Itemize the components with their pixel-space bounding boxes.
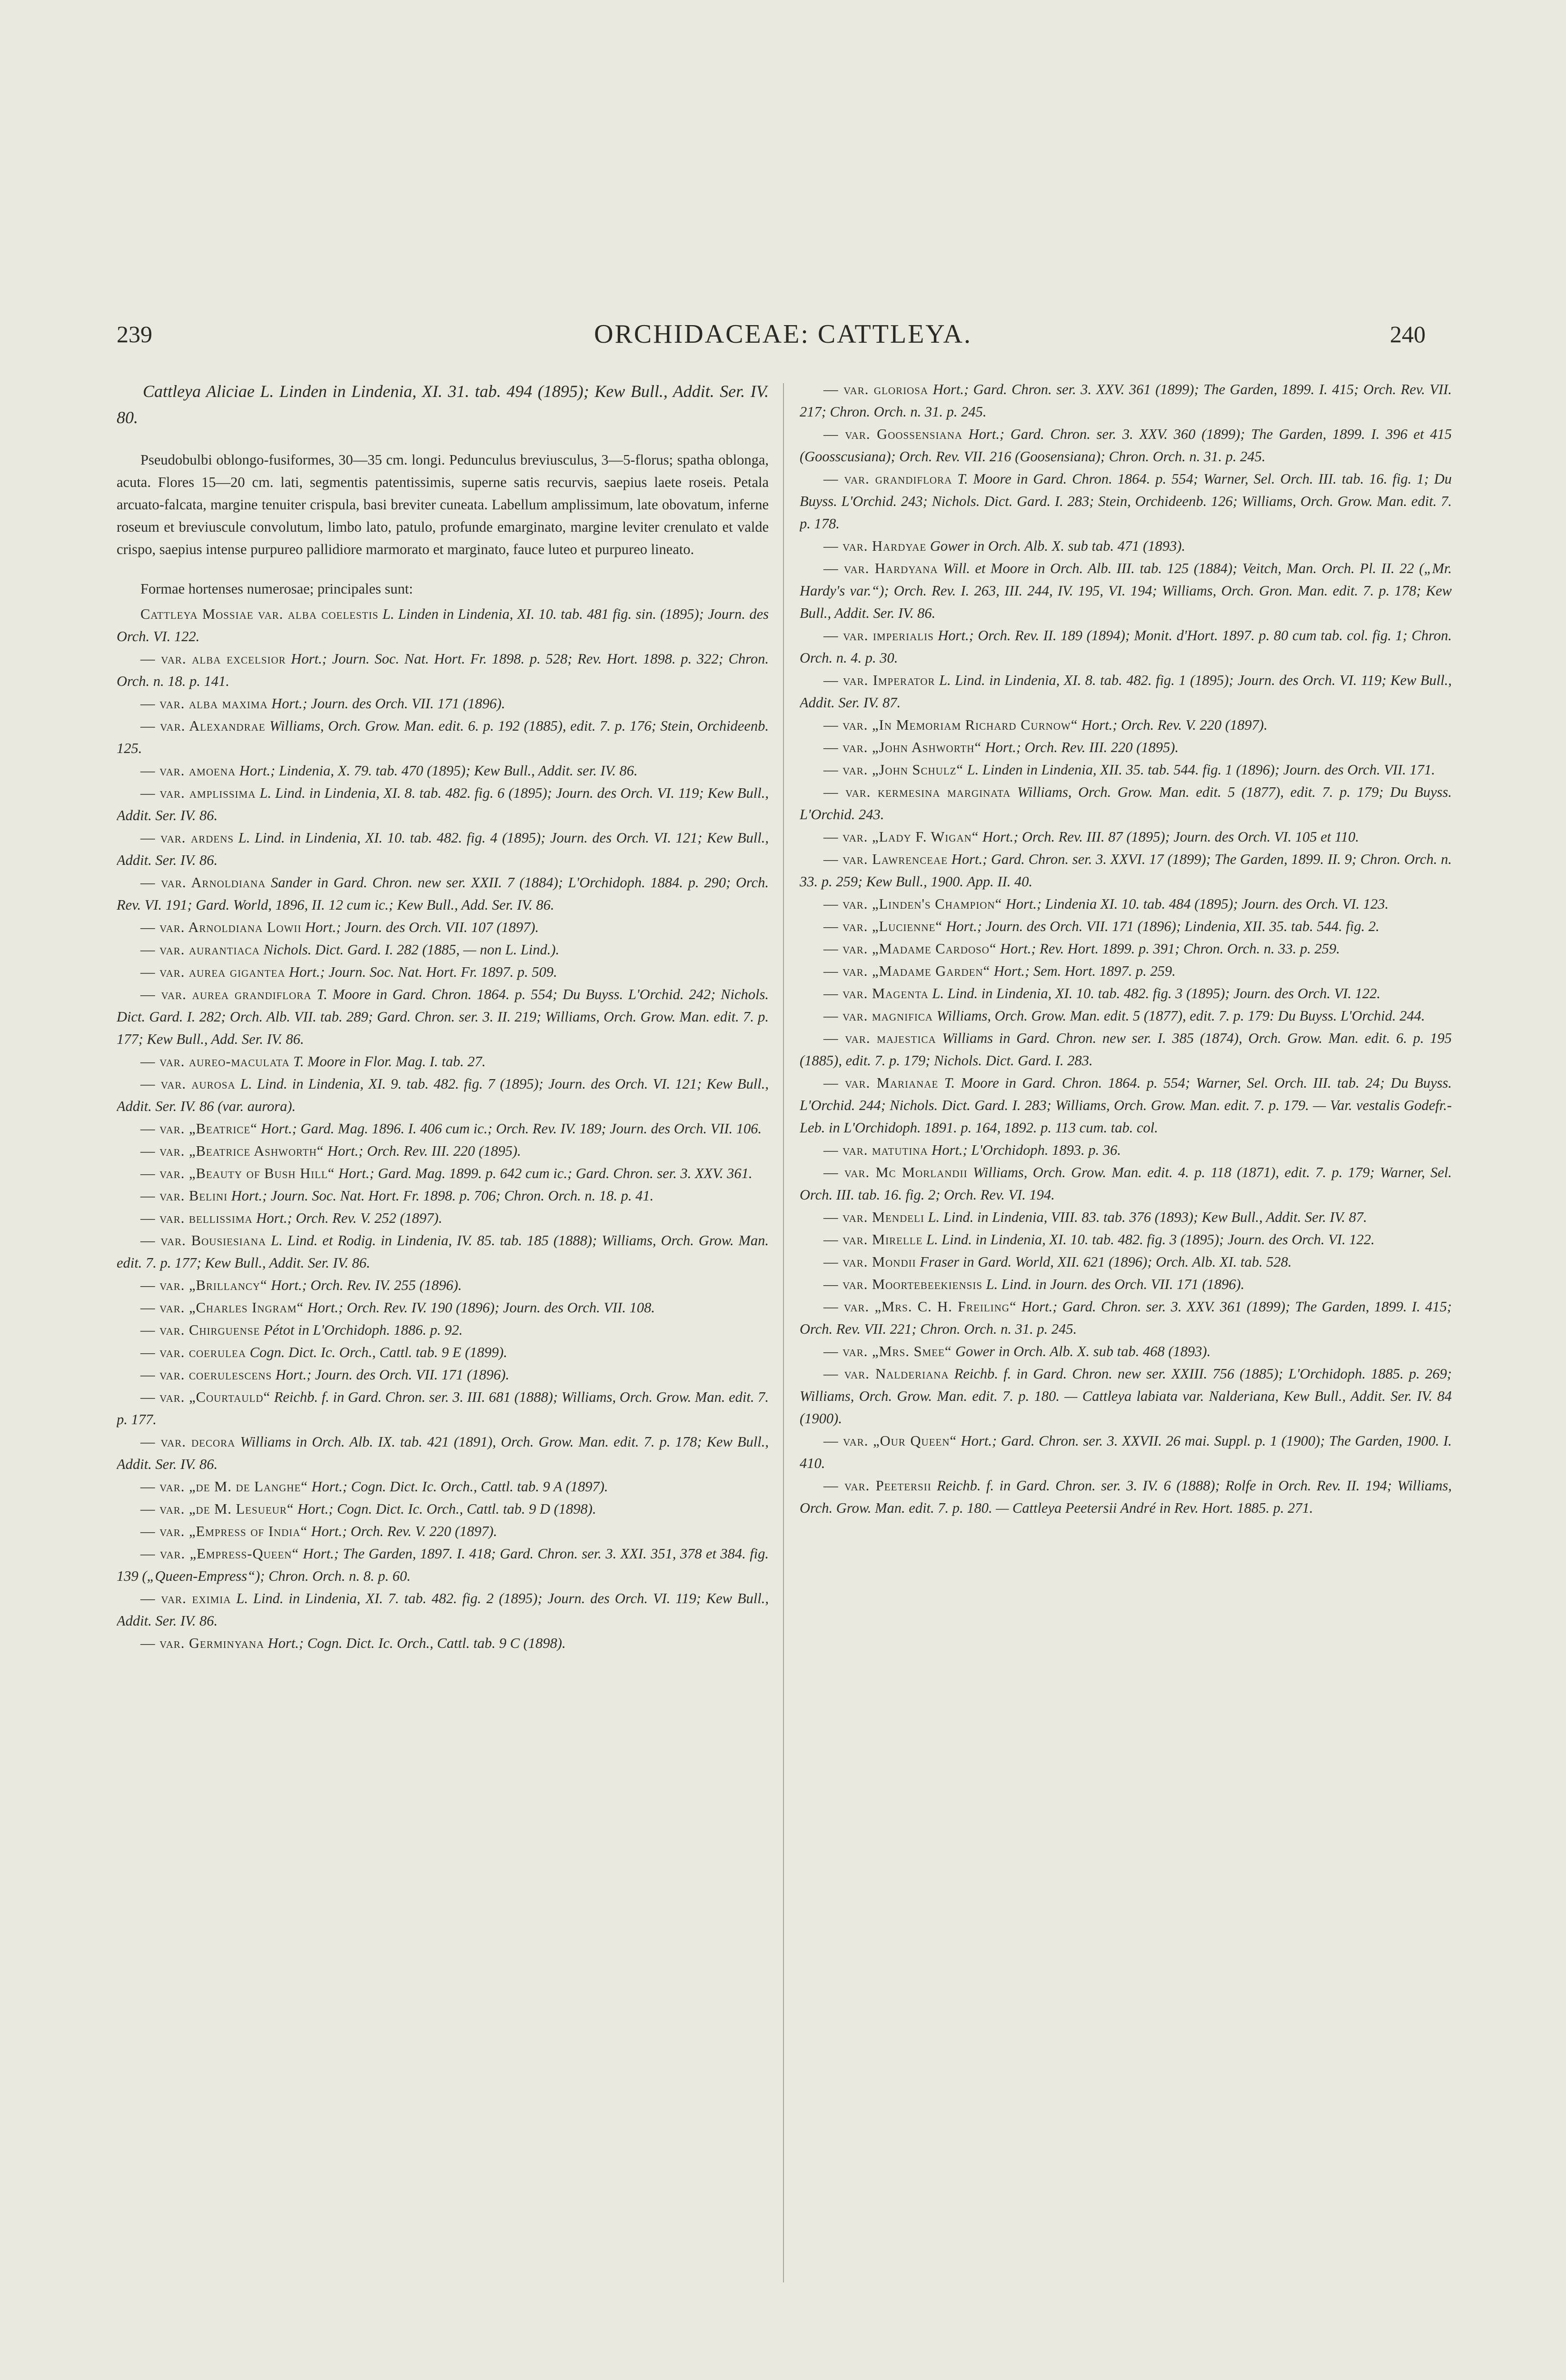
variety-entry [117, 1587, 769, 1632]
variety-citation: Hort.; Orch. Rev. IV. 255 (1896). [267, 1277, 462, 1293]
variety-name: — var. „Brillancy“ [140, 1277, 268, 1293]
variety-name: — var. alba maxima [140, 695, 268, 712]
left-column [117, 378, 769, 2301]
variety-citation: Hort.; Orch. Rev. III. 220 (1895). [981, 739, 1179, 755]
variety-name: — var. „Madame Garden“ [823, 963, 991, 979]
variety-entry [117, 827, 769, 872]
variety-name: — var. „Mrs. Smee“ [823, 1343, 952, 1359]
variety-name: — var. „Beatrice“ [140, 1121, 258, 1137]
variety-entry [800, 1139, 1452, 1161]
variety-name: — var. Mirelle [823, 1231, 923, 1248]
variety-citation: L. Lind. et Rodig. in Lindenia, IV. 85. tab. 185 (1888); Williams, Orch. Grow. Man. edit. 7. p. 177; Kew Bull., Addit. Ser. IV. 86. [117, 1232, 769, 1271]
variety-name: — var. aurea gigantea [140, 964, 286, 980]
variety-entry [800, 557, 1452, 625]
variety-citation: L. Lind. in Lindenia, XI. 10. tab. 482. fig. 3 (1895); Journ. des Orch. VI. 122. [928, 985, 1381, 1002]
variety-entry [800, 960, 1452, 982]
variety-citation: L. Lind. in Lindenia, XI. 10. tab. 482. fig. 4 (1895); Journ. des Orch. VI. 121; Kew Bull., Addit. Ser. IV. 86. [117, 830, 769, 868]
variety-entry [117, 603, 769, 648]
page-number-right: 240 [1390, 321, 1426, 347]
variety-entry [800, 535, 1452, 557]
variety-name: — var. bellissima [140, 1210, 253, 1226]
variety-entry [117, 961, 769, 983]
variety-citation: Hort.; Gard. Chron. ser. 3. XXVII. 26 mai. Suppl. p. 1 (1900); The Garden, 1900. I. 410. [800, 1433, 1452, 1471]
variety-entry [117, 1185, 769, 1207]
variety-name: — var. „Our Queen“ [823, 1433, 957, 1449]
variety-name: — var. Arnoldiana Lowii [140, 919, 302, 935]
species-heading: Cattleya Aliciae L. Linden in Lindenia, XI. 31. tab. 494 (1895); Kew Bull., Addit. Ser. IV. 80. [117, 382, 769, 427]
variety-entry [800, 1363, 1452, 1430]
variety-citation: Hort.; Gard. Chron. ser. 3. XXV. 360 (1899); The Garden, 1899. I. 396 et 415 (Goosscusiana); Orch. Rev. VII. 216 (Goosensiana); Chron. Orch. n. 31. p. 245. [800, 426, 1452, 465]
variety-entry [117, 1297, 769, 1319]
variety-name: — var. Marianae [823, 1075, 939, 1091]
variety-name: — var. Chirguense [140, 1322, 260, 1338]
variety-citation: Williams, Orch. Grow. Man. edit. 6. p. 192 (1885), edit. 7. p. 176; Stein, Orchideenb. 125. [117, 718, 769, 756]
variety-name: — var. „John Ashworth“ [823, 739, 981, 755]
variety-name: — var. Moortebeekiensis [823, 1276, 983, 1292]
variety-entry [117, 1364, 769, 1386]
variety-citation: Reichb. f. in Gard. Chron. ser. 3. III. 681 (1888); Williams, Orch. Grow. Man. edit. 7. p. 177. [117, 1389, 769, 1428]
variety-entry [117, 1431, 769, 1476]
variety-entry [800, 1430, 1452, 1475]
variety-name: — var. „Lucienne“ [823, 918, 942, 934]
variety-name: — var. Alexandrae [140, 718, 266, 734]
variety-entry [117, 1386, 769, 1431]
variety-entry [800, 1161, 1452, 1206]
variety-citation: Williams, Orch. Grow. Man. edit. 5 (1877), edit. 7. p. 179; Du Buyss. L'Orchid. 243. [800, 784, 1452, 823]
variety-citation: Hort.; Orch. Rev. III. 87 (1895); Journ. des Orch. VI. 105 et 110. [979, 829, 1359, 845]
variety-entry [800, 781, 1452, 826]
variety-entry [800, 625, 1452, 669]
variety-entry [800, 423, 1452, 468]
variety-citation: Hort.; Journ. Soc. Nat. Hort. Fr. 1897. p. 509. [285, 964, 557, 980]
variety-entry [800, 1229, 1452, 1251]
variety-name: — var. „Charles Ingram“ [140, 1299, 304, 1316]
variety-citation: T. Moore in Gard. Chron. 1864. p. 554; Warner, Sel. Orch. III. tab. 16. fig. 1; Du Buyss. L'Orchid. 243; Nichols. Dict. Gard. I. 283; Stein, Orchideenb. 126; Williams, Orch. Grow. Man. edit. 7. p. 178. [800, 471, 1452, 532]
variety-citation: Hort.; Rev. Hort. 1899. p. 391; Chron. Orch. n. 33. p. 259. [996, 941, 1340, 957]
variety-entry [117, 1162, 769, 1185]
variety-name: — var. „Empress-Queen“ [140, 1546, 299, 1562]
variety-citation: L. Lind. in Lindenia, XI. 8. tab. 482. fig. 1 (1895); Journ. des Orch. VI. 119; Kew Bull., Addit. Ser. IV. 87. [800, 672, 1452, 711]
variety-entry [800, 1340, 1452, 1363]
variety-name: — var. Mc Morlandii [823, 1164, 968, 1180]
variety-entry [117, 1476, 769, 1498]
variety-name: — var. matutina [823, 1142, 928, 1158]
variety-entry [117, 1118, 769, 1140]
variety-name: — var. Mendeli [823, 1209, 924, 1225]
variety-entry [117, 760, 769, 782]
variety-entry [800, 1296, 1452, 1340]
variety-citation: L. Lind. in Lindenia, VIII. 83. tab. 376 (1893); Kew Bull., Addit. Ser. IV. 87. [924, 1209, 1367, 1225]
variety-name: — var. kermesina marginata [823, 784, 1011, 800]
variety-citation: Hort.; Gard. Mag. 1896. I. 406 cum ic.; Orch. Rev. IV. 189; Journ. des Orch. VII. 106. [257, 1121, 762, 1137]
variety-citation: Williams, Orch. Grow. Man. edit. 4. p. 118 (1871), edit. 7. p. 179; Warner, Sel. Orch. III. tab. 16. fig. 2; Orch. Rev. VI. 194. [800, 1164, 1452, 1203]
variety-name: — var. „Lady F. Wigan“ [823, 829, 979, 845]
variety-entry [117, 1520, 769, 1543]
variety-citation: T. Moore in Flor. Mag. I. tab. 27. [289, 1053, 486, 1070]
variety-name: — var. aureo-maculata [140, 1053, 290, 1070]
variety-citation: Gower in Orch. Alb. X. sub tab. 471 (1893). [926, 538, 1186, 554]
variety-name: — var. Peetersii [823, 1478, 932, 1494]
variety-entry [117, 1274, 769, 1297]
variety-entry [800, 1027, 1452, 1072]
variety-citation: Hort.; Orch. Rev. V. 252 (1897). [252, 1210, 443, 1226]
left-variety-list [117, 603, 769, 1655]
variety-name: — var. eximia [140, 1590, 231, 1606]
column-divider [783, 383, 784, 2282]
variety-name: — var. „Linden's Champion“ [823, 896, 1002, 912]
variety-citation: L. Linden in Lindenia, XII. 35. tab. 544. fig. 1 (1896); Journ. des Orch. VII. 171. [963, 762, 1435, 778]
variety-entry [800, 669, 1452, 714]
variety-name: — var. Goossensiana [823, 426, 963, 442]
variety-entry [800, 736, 1452, 759]
variety-entry [800, 848, 1452, 893]
variety-citation: T. Moore in Gard. Chron. 1864. p. 554; Warner, Sel. Orch. III. tab. 24; Du Buyss. L'Orchid. 244; Nichols. Dict. Gard. I. 283; Williams, Orch. Grow. Man. edit. 7. p. 179. — Var. vestalis Godefr.-Leb. in L'Orchidoph. 1891. p. 164, 1892. p. 113 cum. tab. col. [800, 1075, 1452, 1136]
variety-name: — var. Bousiesiana [140, 1232, 267, 1249]
variety-citation: Hort.; Lindenia, X. 79. tab. 470 (1895); Kew Bull., Addit. ser. IV. 86. [236, 763, 638, 779]
variety-entry [117, 872, 769, 916]
variety-citation: Williams in Gard. Chron. new ser. I. 385 (1874), Orch. Grow. Man. edit. 6. p. 195 (1885), edit. 7. p. 179; Nichols. Dict. Gard. I. 283. [800, 1030, 1452, 1069]
variety-citation: L. Lind. in Lindenia, XI. 10. tab. 482. fig. 3 (1895); Journ. des Orch. VI. 122. [922, 1231, 1375, 1248]
variety-name: — var. „Mrs. C. H. Freiling“ [823, 1299, 1017, 1315]
variety-citation: Hort.; Orch. Rev. V. 220 (1897). [1078, 717, 1268, 733]
variety-citation: Hort.; Journ. Soc. Nat. Hort. Fr. 1898. p. 706; Chron. Orch. n. 18. p. 41. [228, 1188, 654, 1204]
variety-citation: Nichols. Dict. Gard. I. 282 (1885, — non L. Lind.). [259, 942, 560, 958]
variety-entry [117, 693, 769, 715]
variety-name: — var. amplissima [140, 785, 256, 801]
variety-name: — var. amoena [140, 763, 236, 779]
variety-name: — var. „John Schulz“ [823, 762, 964, 778]
variety-entry [800, 714, 1452, 736]
variety-citation: Hort.; Journ. des Orch. VII. 171 (1896); Lindenia, XII. 35. tab. 544. fig. 2. [942, 918, 1379, 934]
variety-citation: Hort.; Orch. Rev. IV. 190 (1896); Journ. des Orch. VII. 108. [304, 1299, 655, 1316]
variety-citation: Hort.; Gard. Mag. 1899. p. 642 cum ic.; Gard. Chron. ser. 3. XXV. 361. [335, 1165, 753, 1181]
variety-entry [117, 1073, 769, 1118]
variety-entry [800, 759, 1452, 781]
variety-citation: Hort.; Gard. Chron. ser. 3. XXV. 361 (1899); The Garden, 1899. I. 415; Orch. Rev. VII. 217; Chron. Orch. n. 31. p. 245. [800, 381, 1452, 420]
variety-name: — var. grandiflora [823, 471, 952, 487]
variety-name: — var. magnifica [823, 1008, 933, 1024]
species-description: Pseudobulbi oblongo-fusiformes, 30—35 cm. longi. Pedunculus breviusculus, 3—5-florus; spatha oblonga, acuta. Flores 15—20 cm. lati, segmentis patentissimis, superne satis recurvis, saepius laete roseis. Petala arcuato-falcata, margine tenuiter crispula, basi breviter cuneata. Labellum amplissimum, late obovatum, inferne roseum et breviuscule convolutum, limbo lato, patulo, profunde emarginato, margine leviter crenulato et valde crispo, saepius intense purpureo pallidiore marmorato et marginato, fauce luteo et purpureo lineato. [117, 452, 769, 557]
variety-name: — var. decora [140, 1434, 236, 1450]
variety-name: — var. „Courtauld“ [140, 1389, 271, 1405]
variety-entry [800, 1251, 1452, 1273]
variety-citation: T. Moore in Gard. Chron. 1864. p. 554; Du Buyss. L'Orchid. 242; Nichols. Dict. Gard. I. 282; Orch. Alb. VII. tab. 289; Gard. Chron. ser. 3. II. 219; Williams, Orch. Grow. Man. edit. 7. p. 177; Kew Bull., Add. Ser. IV. 86. [117, 986, 769, 1047]
variety-entry [117, 1319, 769, 1341]
variety-entry [117, 1051, 769, 1073]
variety-citation: Cogn. Dict. Ic. Orch., Cattl. tab. 9 E (1899). [246, 1344, 507, 1360]
formae-intro: Formae hortenses numerosae; principales sunt: [140, 581, 413, 597]
variety-citation: Hort.; The Garden, 1897. I. 418; Gard. Chron. ser. 3. XXI. 351, 378 et 384. fig. 139 („Queen-Empress“); Chron. Orch. n. 8. p. 60. [117, 1546, 769, 1584]
variety-citation: L. Lind. in Lindenia, XI. 9. tab. 482. fig. 7 (1895); Journ. des Orch. VI. 121; Kew Bull., Addit. Ser. IV. 86 (var. aurora). [117, 1076, 769, 1114]
variety-citation: Hort.; Gard. Chron. ser. 3. XXV. 361 (1899); The Garden, 1899. I. 415; Orch. Rev. VII. 221; Chron. Orch. n. 31. p. 245. [800, 1299, 1452, 1337]
variety-entry [800, 982, 1452, 1005]
variety-name: — var. „Empress of India“ [140, 1523, 307, 1539]
variety-citation: Fraser in Gard. World, XII. 621 (1896); Orch. Alb. XI. tab. 528. [916, 1254, 1292, 1270]
variety-citation: Hort.; Sem. Hort. 1897. p. 259. [990, 963, 1176, 979]
variety-entry [800, 1072, 1452, 1139]
variety-entry [117, 1230, 769, 1274]
right-column [800, 378, 1452, 2301]
variety-name: Cattleya Mossiae var. alba coelestis [140, 606, 379, 622]
variety-citation: Hort.; Cogn. Dict. Ic. Orch., Cattl. tab. 9 D (1898). [294, 1501, 596, 1517]
variety-citation: Sander in Gard. Chron. new ser. XXII. 7 (1884); L'Orchidoph. 1884. p. 290; Orch. Rev. VI. 191; Gard. World, 1896, II. 12 cum ic.; Kew Bull., Add. Ser. IV. 86. [117, 874, 769, 913]
variety-entry [800, 938, 1452, 960]
variety-name: — var. Magenta [823, 985, 929, 1002]
variety-citation: Hort.; Cogn. Dict. Ic. Orch., Cattl. tab. 9 C (1898). [264, 1635, 566, 1651]
variety-citation: Hort.; Journ. des Orch. VII. 171 (1896). [272, 1367, 509, 1383]
variety-name: — var. Arnoldiana [140, 874, 266, 891]
variety-citation: Hort.; Lindenia XI. 10. tab. 484 (1895); Journ. des Orch. VI. 123. [1002, 896, 1389, 912]
variety-entry [800, 893, 1452, 915]
variety-citation: Hort.; Orch. Rev. V. 220 (1897). [307, 1523, 497, 1539]
variety-name: — var. Imperator [823, 672, 935, 688]
variety-name: — var. aurea grandiflora [140, 986, 312, 1002]
variety-name: — var. coerulea [140, 1344, 246, 1360]
variety-citation: Hort.; L'Orchidoph. 1893. p. 36. [928, 1142, 1121, 1158]
variety-citation: Hort.; Journ. des Orch. VII. 107 (1897). [301, 919, 539, 935]
variety-entry [800, 468, 1452, 535]
variety-name: — var. „de M. de Langhe“ [140, 1478, 308, 1495]
variety-entry [117, 916, 769, 939]
variety-name: — var. „Beauty of Bush Hill“ [140, 1165, 335, 1181]
variety-entry [117, 715, 769, 760]
variety-name: — var. ardens [140, 830, 234, 846]
variety-citation: L. Lind. in Lindenia, XI. 8. tab. 482. fig. 6 (1895); Journ. des Orch. VI. 119; Kew Bull., Addit. Ser. IV. 86. [117, 785, 769, 823]
variety-name: — var. coerulescens [140, 1367, 272, 1383]
variety-entry [800, 1206, 1452, 1229]
variety-name: — var. Hardyana [823, 560, 938, 576]
variety-entry [800, 378, 1452, 423]
variety-citation: Hort.; Gard. Chron. ser. 3. XXVI. 17 (1899); The Garden, 1899. II. 9; Chron. Orch. n. 33. p. 259; Kew Bull., 1900. App. II. 40. [800, 851, 1452, 890]
variety-name: — var. Germinyana [140, 1635, 265, 1651]
variety-entry [117, 782, 769, 827]
variety-entry [117, 983, 769, 1051]
variety-entry [117, 1632, 769, 1655]
variety-citation: Williams, Orch. Grow. Man. edit. 5 (1877), edit. 7. p. 179: Du Buyss. L'Orchid. 244. [933, 1008, 1425, 1024]
variety-name: — var. Mondii [823, 1254, 916, 1270]
variety-name: — var. „de M. Lesueur“ [140, 1501, 294, 1517]
variety-name: — var. majestica [823, 1030, 936, 1046]
variety-citation: Hort.; Cogn. Dict. Ic. Orch., Cattl. tab. 9 A (1897). [307, 1478, 608, 1495]
variety-entry [117, 648, 769, 693]
variety-name: — var. aurantiaca [140, 942, 260, 958]
variety-citation: Hort.; Orch. Rev. III. 220 (1895). [324, 1143, 521, 1159]
variety-citation: Hort.; Journ. des Orch. VII. 171 (1896). [268, 695, 505, 712]
variety-citation: Gower in Orch. Alb. X. sub tab. 468 (1893). [951, 1343, 1211, 1359]
variety-entry [117, 1341, 769, 1364]
page-number-left: 239 [117, 321, 152, 347]
right-variety-list [800, 378, 1452, 1519]
variety-citation: Reichb. f. in Gard. Chron. new ser. XXIII. 756 (1885); L'Orchidoph. 1885. p. 269; Williams, Orch. Grow. Man. edit. 7. p. 180. — Cattleya labiata var. Nalderiana, Kew Bull., Addit. Ser. IV. 84 (1900). [800, 1366, 1452, 1427]
variety-entry [117, 939, 769, 961]
variety-citation: L. Lind. in Lindenia, XI. 7. tab. 482. fig. 2 (1895); Journ. des Orch. VI. 119; Kew Bull., Addit. Ser. IV. 86. [117, 1590, 769, 1629]
running-header [0, 315, 1566, 353]
variety-citation: Will. et Moore in Orch. Alb. III. tab. 125 (1884); Veitch, Man. Orch. Pl. II. 22 („Mr. Hardy's var.“); Orch. Rev. I. 263, III. 244, IV. 195, VI. 194; Williams, Orch. Gron. Man. edit. 7. p. 178; Kew Bull., Addit. Ser. IV. 86. [800, 560, 1452, 621]
variety-entry [800, 826, 1452, 848]
variety-name: — var. Hardyae [823, 538, 927, 554]
variety-citation: Williams in Orch. Alb. IX. tab. 421 (1891), Orch. Grow. Man. edit. 7. p. 178; Kew Bull., Addit. Ser. IV. 86. [117, 1434, 769, 1472]
variety-citation: Hort.; Orch. Rev. II. 189 (1894); Monit. d'Hort. 1897. p. 80 cum tab. col. fig. 1; Chron. Orch. n. 4. p. 30. [800, 627, 1452, 666]
variety-citation: Hort.; Journ. Soc. Nat. Hort. Fr. 1898. p. 528; Rev. Hort. 1898. p. 322; Chron. Orch. n. 18. p. 141. [117, 651, 769, 689]
variety-citation: L. Linden in Lindenia, XI. 10. tab. 481 fig. sin. (1895); Journ. des Orch. VI. 122. [117, 606, 769, 645]
variety-citation: Pétot in L'Orchidoph. 1886. p. 92. [260, 1322, 463, 1338]
variety-entry [800, 1005, 1452, 1027]
variety-name: — var. „Beatrice Ashworth“ [140, 1143, 324, 1159]
variety-citation: Reichb. f. in Gard. Chron. ser. 3. IV. 6 (1888); Rolfe in Orch. Rev. II. 194; Williams, Orch. Grow. Man. edit. 7. p. 180. — Cattleya Peetersii André in Rev. Hort. 1885. p. 271. [800, 1478, 1452, 1516]
variety-name: — var. aurosa [140, 1076, 236, 1092]
variety-citation: L. Lind. in Journ. des Orch. VII. 171 (1896). [982, 1276, 1245, 1292]
variety-entry [117, 1543, 769, 1587]
variety-name: — var. Lawrenceae [823, 851, 948, 867]
variety-name: — var. „Madame Cardoso“ [823, 941, 997, 957]
variety-name: — var. gloriosa [823, 381, 929, 397]
variety-name: — var. alba excelsior [140, 651, 286, 667]
variety-name: — var. Belini [140, 1188, 228, 1204]
variety-entry [800, 1475, 1452, 1519]
variety-entry [117, 1140, 769, 1162]
variety-entry [800, 1273, 1452, 1296]
running-title: ORCHIDACEAE: CATTLEYA. [594, 319, 972, 349]
variety-name: — var. Nalderiana [823, 1366, 949, 1382]
variety-entry [117, 1207, 769, 1230]
variety-entry [800, 915, 1452, 938]
variety-entry [117, 1498, 769, 1520]
variety-name: — var. imperialis [823, 627, 934, 644]
variety-name: — var. „In Memoriam Richard Curnow“ [823, 717, 1078, 733]
